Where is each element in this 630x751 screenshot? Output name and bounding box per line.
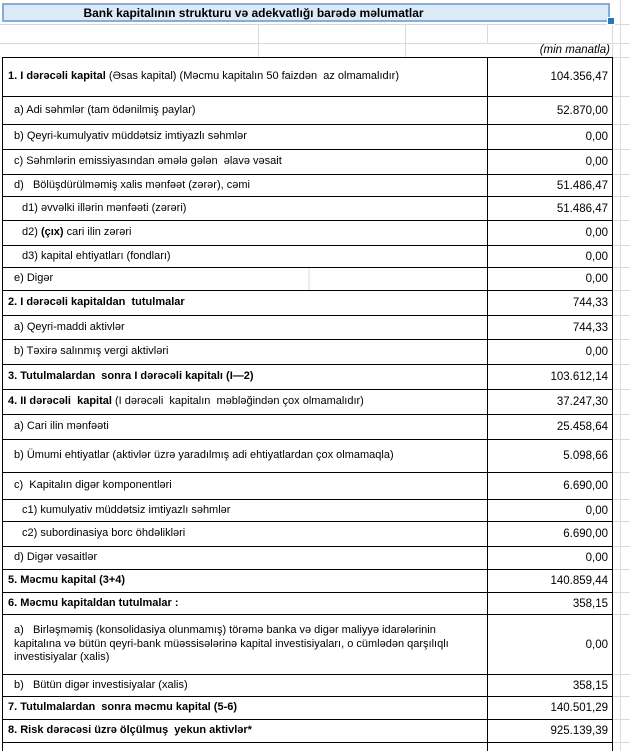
row-label-cell[interactable]	[3, 316, 488, 340]
sheet-margin-cell	[613, 125, 630, 150]
sheet-margin-cell	[613, 175, 630, 197]
row-value-cell[interactable]: 0,00	[488, 615, 613, 675]
table-row	[3, 125, 630, 150]
sheet-margin-cell	[613, 720, 630, 743]
sheet-margin-cell	[613, 58, 630, 97]
row-value-cell[interactable]: 104.356,47	[488, 58, 613, 97]
table-row	[3, 720, 630, 743]
table-row	[3, 615, 630, 675]
title-cell-selected[interactable]	[2, 3, 610, 22]
row-value-cell[interactable]: 103.612,14	[488, 365, 613, 390]
row-value-cell[interactable]: 0,00	[488, 246, 613, 268]
table-row	[3, 197, 630, 221]
row-label: b) Bütün digər investisiyalar (xalis)	[14, 678, 188, 691]
capital-table	[2, 57, 630, 751]
row-label-cell[interactable]	[3, 390, 488, 415]
sheet-gridline-horizontal	[0, 43, 630, 44]
sheet-gridline-horizontal	[0, 24, 630, 25]
row-value-cell[interactable]: 0,00	[488, 125, 613, 150]
row-label: d) Digər vəsaitlər	[14, 551, 98, 564]
row-label: 7. Tutulmalardan sonra məcmu kapital (5-6)	[8, 701, 238, 714]
table-row	[3, 340, 630, 365]
table-row	[3, 675, 630, 697]
sheet-gridline-vertical	[487, 24, 488, 43]
sheet-margin-cell	[613, 291, 630, 316]
page-title: Bank kapitalının strukturu və adekvatlığı barədə məlumatlar	[83, 5, 424, 20]
row-label: 6. Məcmu kapitaldan tutulmalar :	[8, 596, 179, 609]
sheet-gridline-vertical	[405, 24, 406, 57]
table-row	[3, 743, 630, 751]
row-label-cell[interactable]	[3, 615, 488, 675]
row-label-cell[interactable]	[3, 365, 488, 390]
table-row	[3, 522, 630, 547]
table-row	[3, 316, 630, 340]
sheet-margin-cell	[613, 268, 630, 291]
row-label: b) Təxirə salınmış vergi aktivləri	[14, 345, 169, 358]
row-label: 1. I dərəcəli kapital (Əsas kapital) (Məcmu kapitalın 50 faizdən az olmamalıdır)	[8, 70, 400, 83]
sheet-margin-cell	[613, 150, 630, 175]
row-label: c) Səhmlərin emissiyasından əmələ gələn əlavə vəsait	[14, 155, 282, 168]
sheet-margin-cell	[613, 743, 630, 751]
row-value-cell[interactable]: 0,00	[488, 268, 613, 291]
row-label-cell[interactable]	[3, 246, 488, 268]
row-value-cell[interactable]: 140.501,29	[488, 697, 613, 720]
table-row	[3, 97, 630, 125]
row-value-cell[interactable]: 358,15	[488, 593, 613, 615]
row-label: d3) kapital ehtiyatları (fondları)	[22, 249, 171, 262]
row-label-cell[interactable]	[3, 473, 488, 500]
row-value-cell[interactable]: 5.098,66	[488, 440, 613, 473]
unit-note[interactable]: (min manatla)	[539, 44, 610, 56]
row-value-cell[interactable]: 0,00	[488, 221, 613, 246]
sheet-margin-cell	[613, 593, 630, 615]
sheet-margin-cell	[613, 340, 630, 365]
row-label: e) Digər	[14, 272, 54, 285]
row-label-cell[interactable]	[3, 547, 488, 570]
row-label: 8. Risk dərəcəsi üzrə ölçülmuş yekun aktivlər*	[8, 724, 252, 737]
row-label: 3. Tutulmalardan sonra I dərəcəli kapitalı (I—2)	[8, 370, 254, 383]
sheet-margin-cell	[613, 615, 630, 675]
table-row	[3, 547, 630, 570]
table-row	[3, 365, 630, 390]
table-row	[3, 415, 630, 440]
row-value-cell[interactable]: 52.870,00	[488, 97, 613, 125]
selection-fill-handle[interactable]	[607, 17, 615, 25]
row-label-cell[interactable]	[3, 291, 488, 316]
row-label-cell[interactable]	[3, 197, 488, 221]
row-label: d1) əvvəlki illərin mənfəəti (zərəri)	[22, 201, 187, 214]
table-row	[3, 440, 630, 473]
row-label: a) Qeyri-maddi aktivlər	[14, 320, 125, 333]
row-value-cell[interactable]: 51.486,47	[488, 197, 613, 221]
row-value-cell[interactable]: 6.690,00	[488, 473, 613, 500]
row-value-cell[interactable]: 0,00	[488, 547, 613, 570]
table-row	[3, 390, 630, 415]
row-label-cell[interactable]	[3, 97, 488, 125]
table-row	[3, 221, 630, 246]
row-label-cell[interactable]	[3, 125, 488, 150]
sheet-margin-cell	[613, 675, 630, 697]
row-label-cell[interactable]	[3, 340, 488, 365]
sheet-margin-cell	[613, 246, 630, 268]
table-row	[3, 268, 630, 291]
row-label-cell[interactable]	[3, 570, 488, 593]
row-label: 2. I dərəcəli kapitaldan tutulmalar	[8, 296, 185, 309]
table-row	[3, 291, 630, 316]
sheet-margin-cell	[613, 522, 630, 547]
row-label: a) Birləşməmiş (konsolidasiya olunmamış) törəmə banka və digər maliyyə idarələrinin kapitalına və bütün qeyri-bank müəssisələrinə kapital investisiyaları, o cümlədən qarşılıqlı investisiyalar (xalis)	[14, 623, 452, 664]
row-value-cell[interactable]: 140.859,44	[488, 570, 613, 593]
table-row	[3, 697, 630, 720]
row-label: a) Adi səhmlər (tam ödənilmiş paylar)	[14, 103, 196, 116]
row-label-cell[interactable]	[3, 697, 488, 720]
row-label: 5. Məcmu kapital (3+4)	[8, 574, 126, 587]
row-label-cell[interactable]	[3, 500, 488, 522]
table-row	[3, 58, 630, 97]
row-label-cell[interactable]	[3, 268, 488, 291]
row-value-cell[interactable]: 37.247,30	[488, 390, 613, 415]
row-value-cell[interactable]: 744,33	[488, 291, 613, 316]
row-label: d) Bölüşdürülməmiş xalis mənfəət (zərər), cəmi	[14, 178, 250, 191]
table-row	[3, 570, 630, 593]
row-value-cell[interactable]: 25.458,64	[488, 415, 613, 440]
sheet-gridline-vertical	[612, 24, 613, 57]
table-row	[3, 500, 630, 522]
row-value-cell[interactable]: 0,00	[488, 340, 613, 365]
row-value-cell[interactable]	[488, 743, 613, 751]
row-label: c2) subordinasiya borc öhdəlikləri	[22, 527, 186, 540]
sheet-gridline-vertical	[258, 24, 259, 57]
table-row	[3, 593, 630, 615]
sheet-margin-cell	[613, 440, 630, 473]
row-label-cell[interactable]	[3, 675, 488, 697]
sheet-margin-cell	[613, 390, 630, 415]
sheet-margin-cell	[613, 697, 630, 720]
sheet-margin-cell	[613, 97, 630, 125]
row-value-cell[interactable]: 51.486,47	[488, 175, 613, 197]
row-label-cell[interactable]	[3, 593, 488, 615]
row-label: c) Kapitalın digər komponentləri	[14, 479, 172, 492]
sheet-margin-cell	[613, 197, 630, 221]
row-value-cell[interactable]: 744,33	[488, 316, 613, 340]
row-value-cell[interactable]: 358,15	[488, 675, 613, 697]
sheet-margin-cell	[613, 547, 630, 570]
row-value-cell[interactable]: 925.139,39	[488, 720, 613, 743]
row-value-cell[interactable]: 0,00	[488, 500, 613, 522]
row-label: d2) (çıx) cari ilin zərəri	[22, 226, 132, 239]
row-label: b) Ümumi ehtiyatlar (aktivlər üzrə yaradılmış adi ehtiyatlardan çox olmamaqla)	[14, 449, 394, 462]
row-label-cell[interactable]	[3, 415, 488, 440]
table-row	[3, 175, 630, 197]
row-label-cell[interactable]	[3, 720, 488, 743]
row-label-cell[interactable]	[3, 743, 488, 751]
row-label-cell[interactable]	[3, 221, 488, 246]
sheet-margin-cell	[613, 221, 630, 246]
sheet-margin-cell	[613, 473, 630, 500]
row-label-cell[interactable]	[3, 58, 488, 97]
row-label-cell[interactable]	[3, 522, 488, 547]
capital-table-body	[3, 58, 630, 751]
row-value-cell[interactable]: 0,00	[488, 150, 613, 175]
table-row	[3, 150, 630, 175]
row-label: 4. II dərəcəli kapital (I dərəcəli kapitalın məbləğindən çox olmamalıdır)	[8, 395, 364, 408]
sheet-margin-cell	[613, 415, 630, 440]
row-label: c1) kumulyativ müddətsiz imtiyazlı səhmlər	[22, 503, 231, 516]
sheet-margin-cell	[613, 365, 630, 390]
table-row	[3, 246, 630, 268]
row-label-cell[interactable]	[3, 175, 488, 197]
sheet-margin-cell	[613, 500, 630, 522]
row-label-cell[interactable]	[3, 150, 488, 175]
table-row	[3, 473, 630, 500]
row-value-cell[interactable]: 6.690,00	[488, 522, 613, 547]
row-label: b) Qeyri-kumulyativ müddətsiz imtiyazlı səhmlər	[14, 130, 247, 143]
row-label-cell[interactable]	[3, 440, 488, 473]
sheet-margin-cell	[613, 570, 630, 593]
row-label: a) Cari ilin mənfəəti	[14, 420, 109, 433]
sheet-margin-cell	[613, 316, 630, 340]
